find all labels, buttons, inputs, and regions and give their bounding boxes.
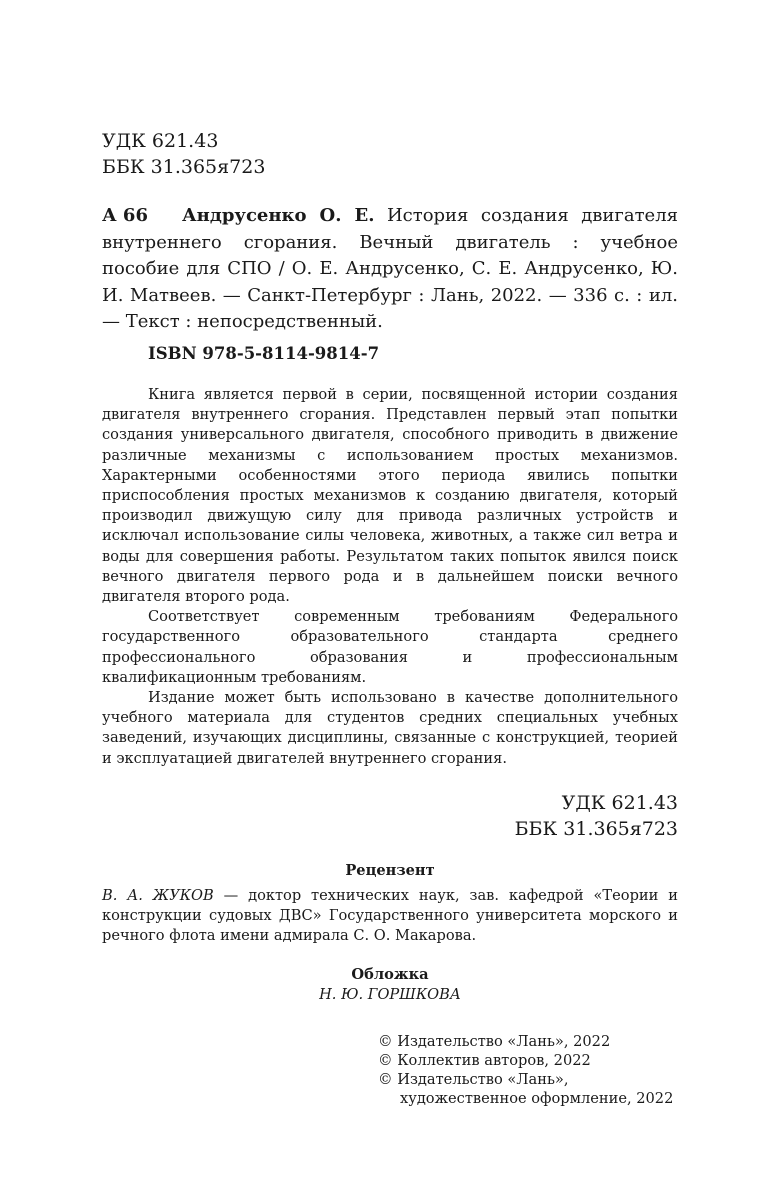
annotation: [102, 385, 678, 769]
udk-bbk-top: [102, 128, 265, 180]
copyright-line: © Коллектив авторов, 2022: [378, 1052, 591, 1069]
bibliographic-description: История создания двигателя внутреннего сгорания. Вечный двигатель : учебное пособие для СПО / О. Е. Андрусенко, С. Е. Андрусенко, Ю. И. Матвеев. — Санкт-Петербург : Лань, 2022. — 336 с. : ил. — Текст : непосредственный.: [102, 205, 678, 332]
cover-heading: Обложка: [351, 966, 429, 983]
bibliographic-entry: [102, 203, 678, 336]
reviewer-heading: Рецензент: [345, 862, 435, 879]
annotation-paragraph: Соответствует современным требованиям Федерального государственного образовательного стандарта среднего профессионального образования и профессиональным квалификационным требованиям.: [102, 608, 678, 686]
author-index: А 66: [102, 205, 148, 226]
isbn: ISBN 978-5-8114-9814-7: [148, 344, 380, 363]
udk-code: УДК 621.43: [102, 130, 219, 152]
udk-code: УДК 621.43: [561, 792, 678, 814]
copyright-line: © Издательство «Лань»,: [378, 1071, 569, 1088]
cover-designer: Н. Ю. ГОРШКОВА: [319, 986, 461, 1003]
annotation-paragraph: Издание может быть использовано в качестве дополнительного учебного материала для студентов средних специальных учебных заведений, изучающих дисциплины, связанные с конструкцией, теорией и эксплуатацией двигателей внутреннего сгорания.: [102, 689, 678, 767]
reviewer-description: — доктор технических наук, зав. кафедрой «Теории и конструкции судовых ДВС» Государственного университета морского и речного флота имени адмирала С. О. Макарова.: [102, 887, 678, 945]
udk-bbk-right: [400, 790, 678, 842]
annotation-paragraph: Книга является первой в серии, посвященной истории создания двигателя внутреннего сгорания. Представлен первый этап попытки создания универсального двигателя, способного приводить в движение различные механизмы с использованием простых механизмов. Характерными особенностями этого периода явились попытки приспособления простых механизмов к созданию двигателя, который производил движущую силу для привода различных устройств и исключал использование силы человека, животных, а также сил ветра и воды для совершения работы. Результатом таких попыток явился поиск вечного двигателя первого рода и в дальнейшем поиски вечного двигателя второго рода.: [102, 386, 678, 606]
reviewer-name: В. А. ЖУКОВ: [102, 887, 214, 904]
copyright-line: художественное оформление, 2022: [400, 1090, 674, 1107]
bbk-code: ББК 31.365я723: [102, 156, 266, 178]
copyright-block: [378, 1032, 688, 1108]
reviewer-info: [102, 886, 678, 947]
author-name: Андрусенко О. Е.: [182, 205, 375, 226]
copyright-line: © Издательство «Лань», 2022: [378, 1033, 611, 1050]
bbk-code: ББК 31.365я723: [514, 818, 678, 840]
